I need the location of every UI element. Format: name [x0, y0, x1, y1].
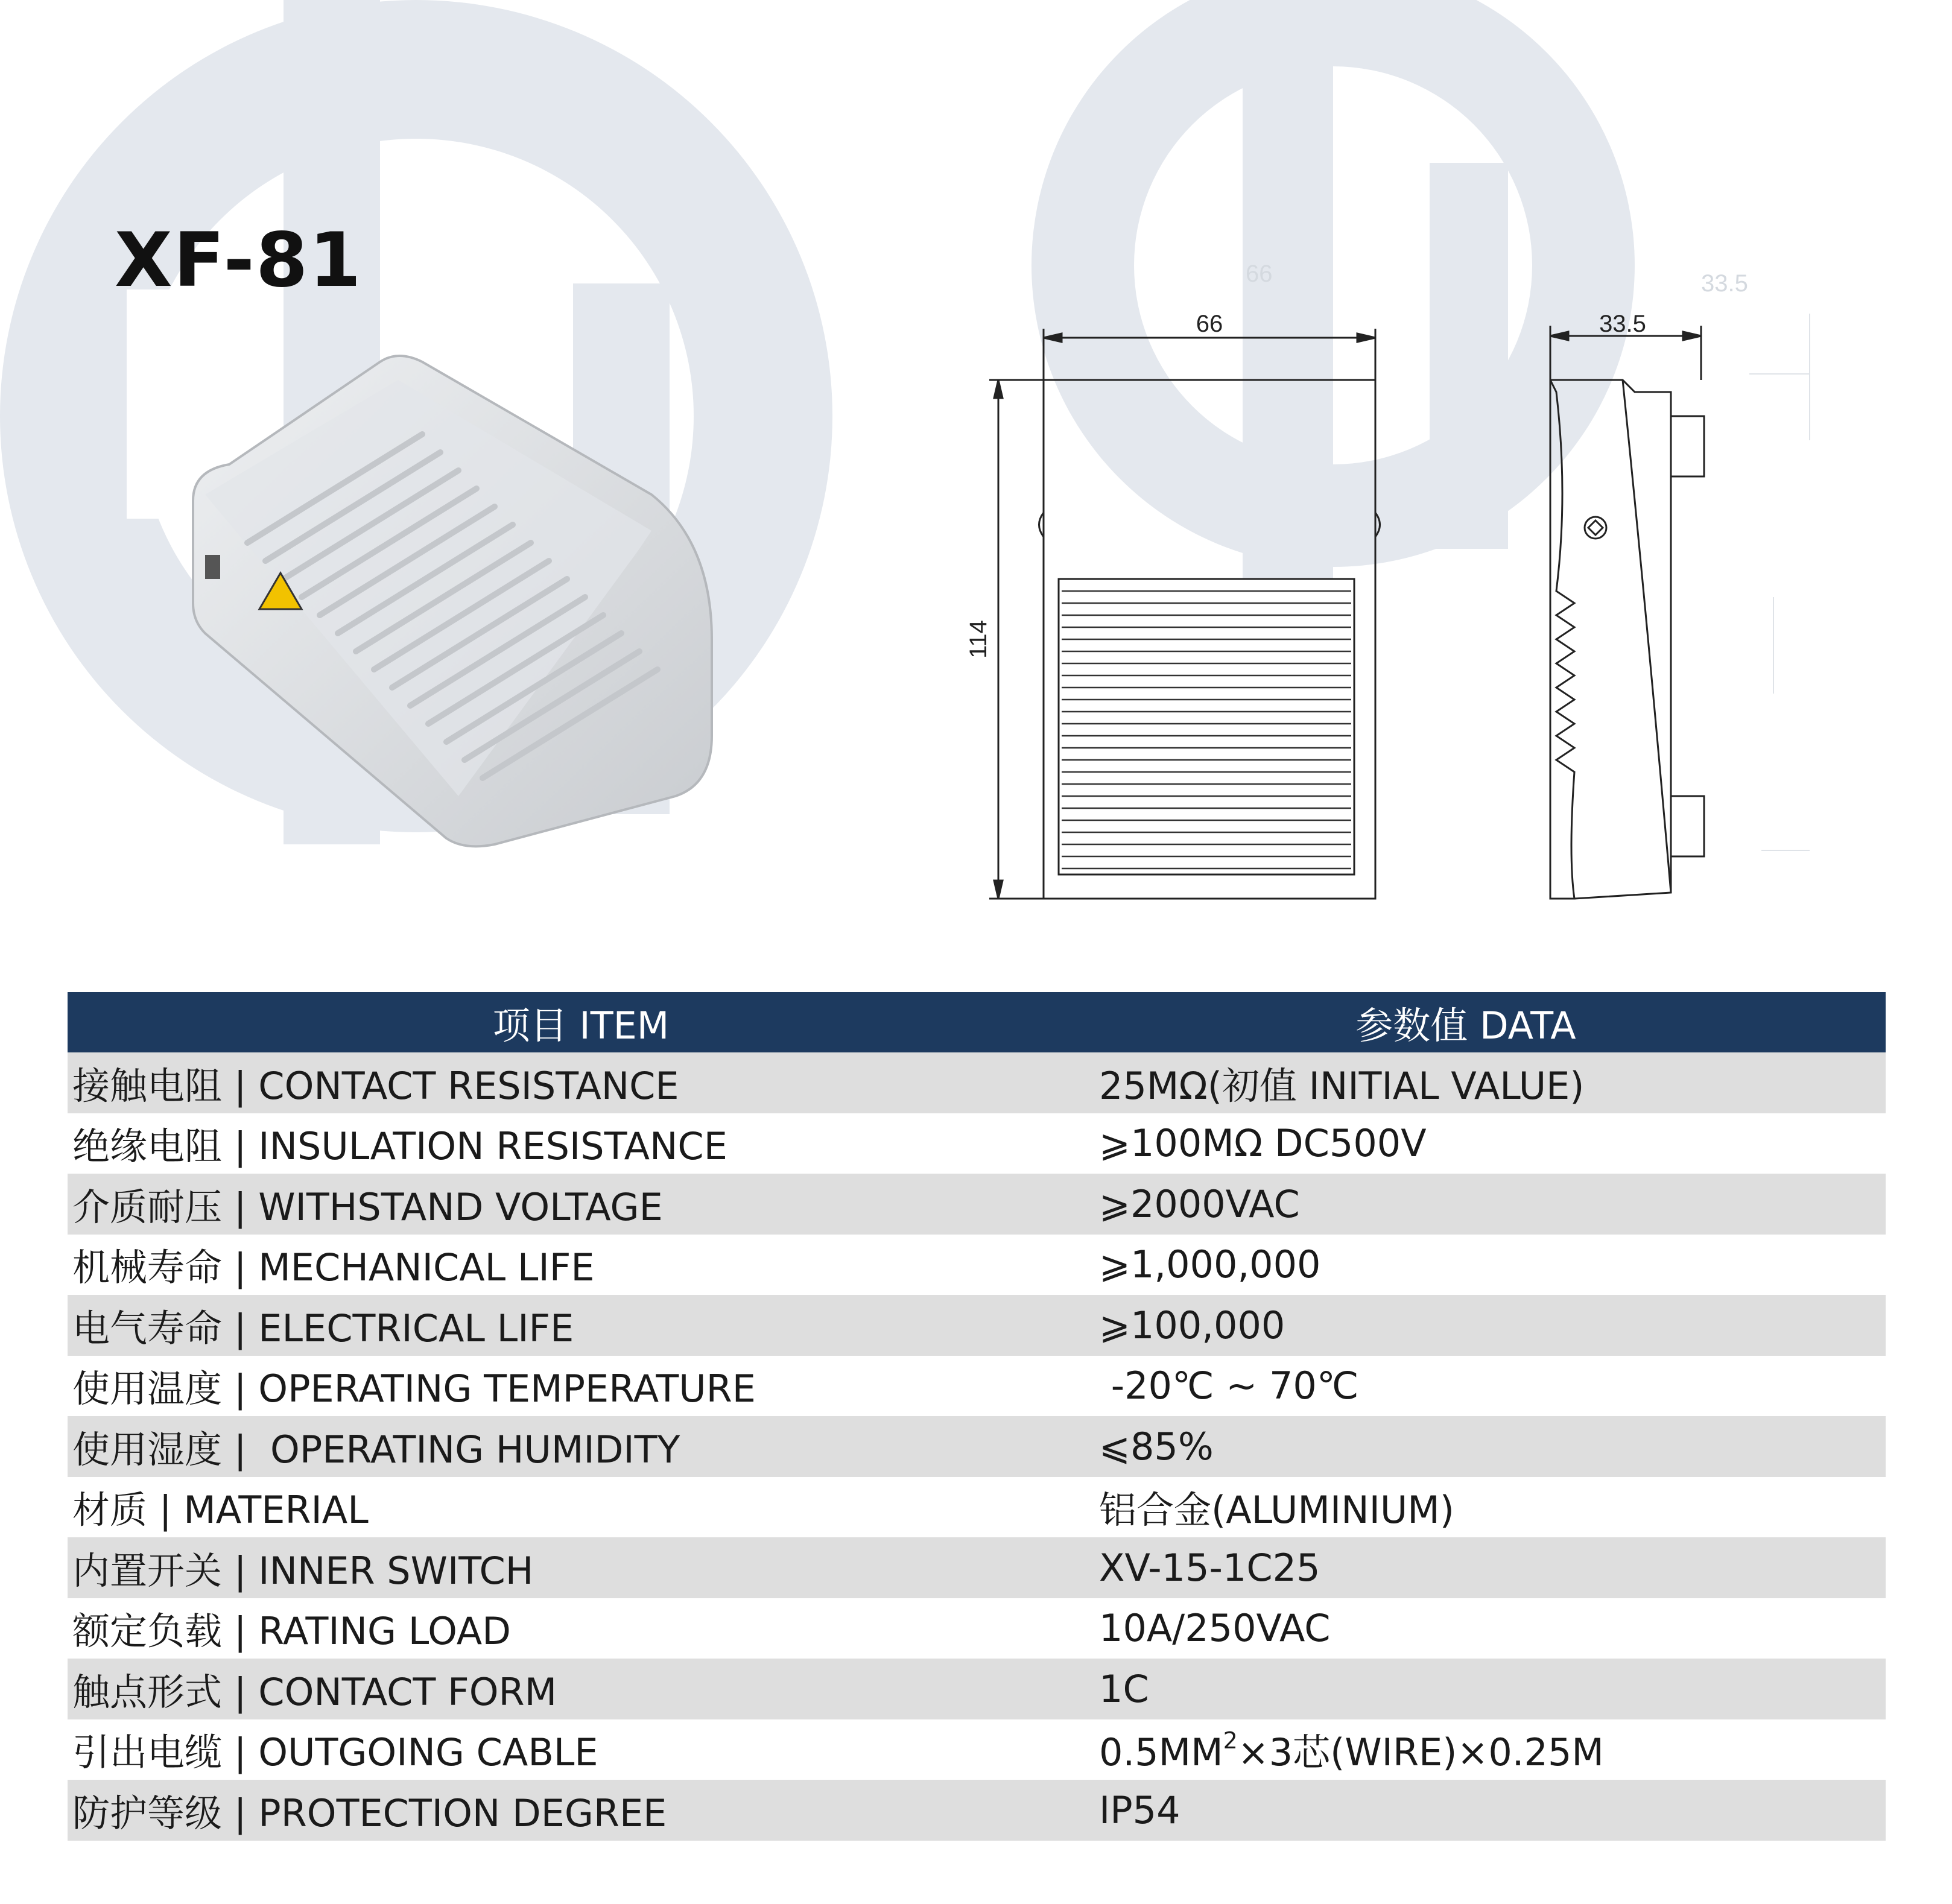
row-item: 介质耐压 | WITHSTAND VOLTAGE [72, 1184, 663, 1229]
row-data: ⩽85% [1099, 1424, 1214, 1469]
table-row [68, 1537, 1886, 1598]
cable-spec: ×3芯(WIRE)×0.25M [1237, 1730, 1604, 1775]
table-row [68, 1477, 1886, 1538]
row-item: 内置开关 | INNER SWITCH [72, 1548, 534, 1593]
row-data: ⩾1,000,000 [1099, 1242, 1321, 1287]
dimension-height-label: 114 [965, 620, 992, 659]
table-header [68, 992, 1886, 1052]
table-row [68, 1113, 1886, 1174]
row-data: ⩾100MΩ DC500V [1099, 1121, 1427, 1166]
cable-size: 0.5MM [1099, 1730, 1223, 1775]
table-row [68, 1719, 1886, 1780]
row-data: 25MΩ(初值 INITIAL VALUE) [1099, 1063, 1585, 1108]
row-data [1099, 1722, 1886, 1776]
table-row [68, 1659, 1886, 1719]
row-item: 接触电阻 | CONTACT RESISTANCE [72, 1063, 679, 1108]
table-row [68, 1356, 1886, 1417]
row-data: IP54 [1099, 1788, 1180, 1832]
table-row [68, 1174, 1886, 1235]
specification-table [68, 992, 1886, 1841]
header-item: 项目 ITEM [492, 1003, 670, 1048]
foot-switch-photo [181, 350, 724, 856]
row-data: 铝合金(ALUMINIUM) [1099, 1488, 1454, 1532]
row-item: 使用湿度 | OPERATING HUMIDITY [72, 1427, 680, 1472]
table-row [68, 1052, 1886, 1113]
row-item: 引出电缆 | OUTGOING CABLE [72, 1730, 598, 1775]
cable-size-exponent: 2 [1223, 1727, 1238, 1754]
row-item: 电气寿命 | ELECTRICAL LIFE [72, 1306, 574, 1350]
ghost-depth-label: 33.5 [1701, 270, 1748, 297]
row-item: 绝缘电阻 | INSULATION RESISTANCE [72, 1124, 727, 1169]
row-data: ⩾2000VAC [1099, 1181, 1300, 1226]
row-data: -20℃ ~ 70℃ [1099, 1364, 1359, 1408]
side-view-drawing [1532, 314, 1846, 905]
table-row [68, 1598, 1886, 1659]
table-row [68, 1780, 1886, 1841]
product-model-title: XF-81 [115, 217, 363, 304]
row-data: 1C [1099, 1666, 1149, 1711]
row-item: 触点形式 | CONTACT FORM [72, 1669, 557, 1714]
row-item: 使用温度 | OPERATING TEMPERATURE [72, 1367, 756, 1411]
table-row [68, 1235, 1886, 1295]
table-row [68, 1416, 1886, 1477]
row-item: 额定负载 | RATING LOAD [72, 1609, 511, 1654]
table-row [68, 1295, 1886, 1356]
row-item: 机械寿命 | MECHANICAL LIFE [72, 1245, 595, 1290]
dimension-width-label: 66 [1196, 311, 1223, 337]
dimension-depth-label: 33.5 [1599, 314, 1646, 337]
front-view-drawing [959, 302, 1393, 917]
row-item: 防护等级 | PROTECTION DEGREE [72, 1791, 667, 1835]
ghost-width-label: 66 [1246, 261, 1273, 287]
row-data: 10A/250VAC [1099, 1606, 1331, 1651]
row-data: ⩾100,000 [1099, 1303, 1285, 1347]
row-item: 材质 | MATERIAL [72, 1488, 369, 1532]
header-data: 参数值 DATA [1355, 1003, 1576, 1048]
row-data: XV-15-1C25 [1099, 1545, 1320, 1590]
